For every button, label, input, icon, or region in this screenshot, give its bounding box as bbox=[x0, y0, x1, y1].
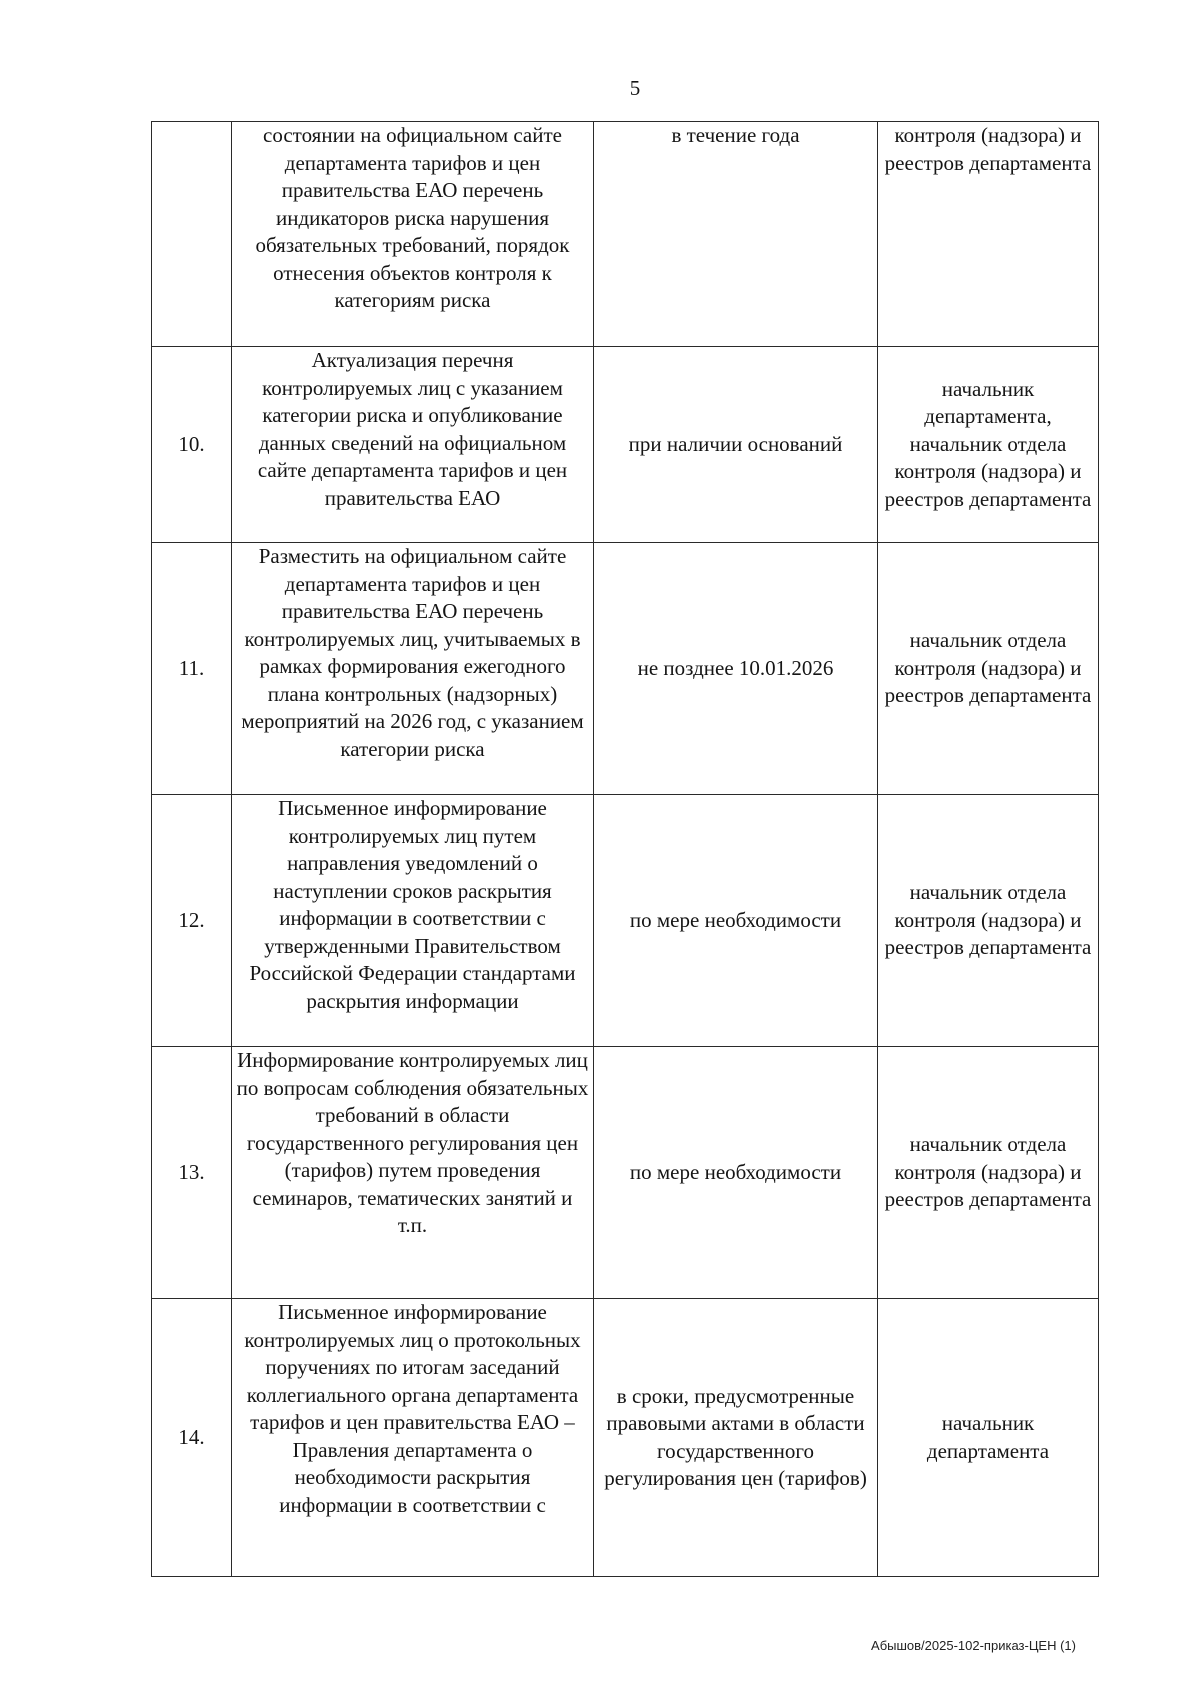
table-row bbox=[152, 1299, 1099, 1577]
row-number: 14. bbox=[152, 1299, 232, 1577]
row-action: Письменное информирование контролируемых лиц о протокольных поручениях по итогам заседаний коллегиального органа департамента тарифов и цен правительства ЕАО – Правления департамента о необходимости раскрытия информации в соответствии с bbox=[232, 1299, 594, 1577]
row-responsible: начальник отдела контроля (надзора) и реестров департамента bbox=[878, 543, 1099, 795]
row-responsible: начальник отдела контроля (надзора) и реестров департамента bbox=[878, 795, 1099, 1047]
row-number bbox=[152, 122, 232, 347]
row-term: по мере необходимости bbox=[594, 1047, 878, 1299]
table-row bbox=[152, 1047, 1099, 1299]
measures-table bbox=[151, 121, 1099, 1577]
page-number: 5 bbox=[629, 76, 641, 100]
row-term: в сроки, предусмотренные правовыми актами в области государственного регулирования цен (тарифов) bbox=[594, 1299, 878, 1577]
row-responsible: начальник департамента, начальник отдела контроля (надзора) и реестров департамента bbox=[878, 347, 1099, 543]
row-number: 10. bbox=[152, 347, 232, 543]
row-term: при наличии оснований bbox=[594, 347, 878, 543]
row-term: в течение года bbox=[594, 122, 878, 347]
row-responsible: начальник отдела контроля (надзора) и реестров департамента bbox=[878, 1047, 1099, 1299]
document-reference: Абышов/2025-102-приказ-ЦЕН (1) bbox=[871, 1638, 1076, 1653]
table-row bbox=[152, 543, 1099, 795]
row-number: 13. bbox=[152, 1047, 232, 1299]
table-row bbox=[152, 122, 1099, 347]
row-action: Информирование контролируемых лиц по вопросам соблюдения обязательных требований в области государственного регулирования цен (тарифов) путем проведения семинаров, тематических занятий и т.п. bbox=[232, 1047, 594, 1299]
row-number: 12. bbox=[152, 795, 232, 1047]
table-row bbox=[152, 795, 1099, 1047]
row-number: 11. bbox=[152, 543, 232, 795]
row-action: Актуализация перечня контролируемых лиц с указанием категории риска и опубликование данных сведений на официальном сайте департамента тарифов и цен правительства ЕАО bbox=[232, 347, 594, 543]
row-responsible: контроля (надзора) и реестров департамента bbox=[878, 122, 1099, 347]
table-row bbox=[152, 347, 1099, 543]
row-term: по мере необходимости bbox=[594, 795, 878, 1047]
row-action: Разместить на официальном сайте департамента тарифов и цен правительства ЕАО перечень контролируемых лиц, учитываемых в рамках формирования ежегодного плана контрольных (надзорных) мероприятий на 2026 год, с указанием категории риска bbox=[232, 543, 594, 795]
row-action: состоянии на официальном сайте департамента тарифов и цен правительства ЕАО перечень индикаторов риска нарушения обязательных требований, порядок отнесения объектов контроля к категориям риска bbox=[232, 122, 594, 347]
row-term: не позднее 10.01.2026 bbox=[594, 543, 878, 795]
row-responsible: начальник департамента bbox=[878, 1299, 1099, 1577]
row-action: Письменное информирование контролируемых лиц путем направления уведомлений о наступлении сроков раскрытия информации в соответствии с утвержденными Правительством Российской Федерации стандартами раскрытия информации bbox=[232, 795, 594, 1047]
